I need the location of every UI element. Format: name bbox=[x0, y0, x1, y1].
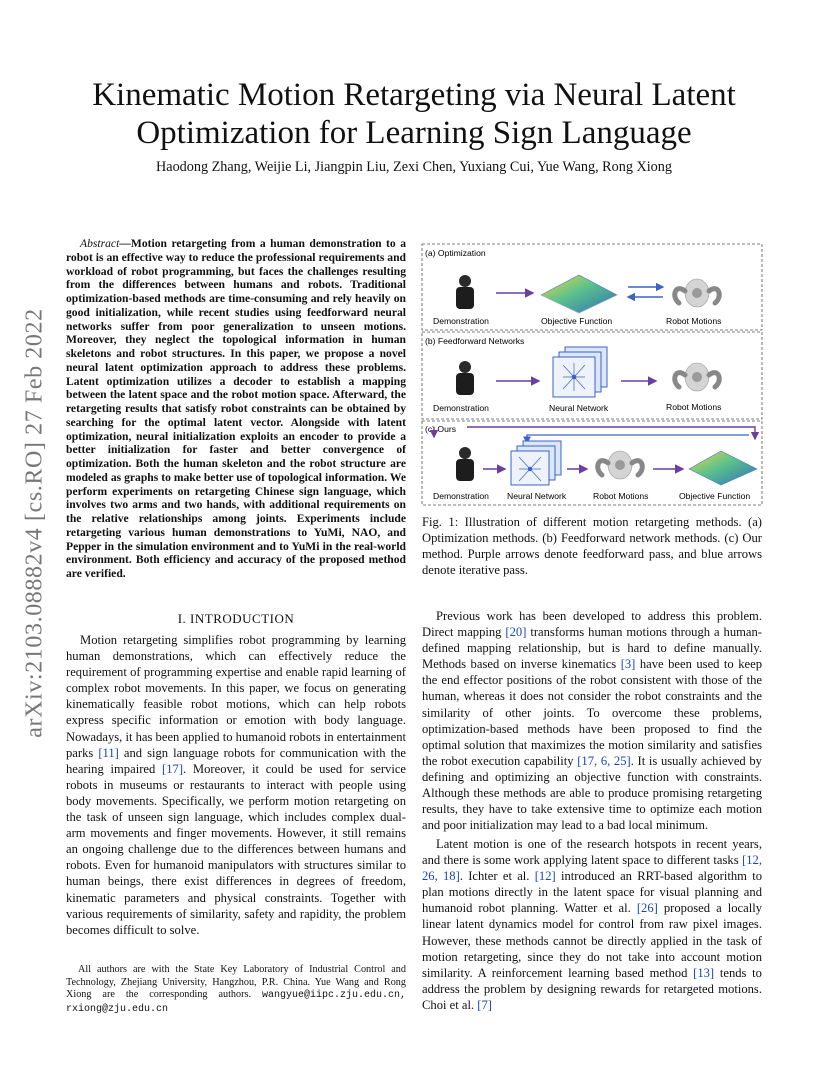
objective-function-surface-icon bbox=[689, 451, 757, 485]
arxiv-id: arXiv:2103.08882v4 [cs.RO] 27 Feb 2022 bbox=[21, 308, 48, 738]
body-paragraph bbox=[422, 836, 762, 1013]
human-demonstration-icon bbox=[456, 361, 474, 395]
neural-network-icon bbox=[511, 441, 561, 485]
panel-c-label: (c) Ours bbox=[425, 424, 457, 434]
text-run: Previous work has been developed to address this problem. Direct mapping bbox=[422, 609, 762, 640]
robot-icon bbox=[675, 279, 720, 307]
intro-paragraph bbox=[66, 632, 406, 938]
text-run: have been used to keep the end effector positions of the robot consistent with those of the human, whereas it does not consider the robot constraints and the similarity of other joints. To overcome these problems, optimization-based methods have been proposed to find the optimal solution that maximizes the motion similarity and satisfies the robot execution capability bbox=[422, 657, 762, 768]
figure-1 bbox=[421, 243, 763, 508]
text-run: proposed a locally linear latent dynamics model for control from raw pixel images. However, these methods cannot be directly applied in the task of motion retargeting, since they do not take into account motion similarity. A reinforcement learning based method bbox=[422, 901, 762, 980]
neural-network-icon bbox=[553, 347, 607, 397]
text-run: . Moreover, it could be used for service robots in museums or restaurants to interact with people using body movements. Specifically, we perform motion retargeting on the task of unseen sign language, which includes complex dual-arm movements and finger movements. However, it still remains an ongoing challenge due to the differences between humans and robots. Even for humanoid manipulators with structures similar to human beings, there exist differences in degrees of freedom, kinematic parameters and physical constraints. Together with various requirements of similarity, safety and rapidity, the problem becomes difficult to solve. bbox=[66, 761, 406, 937]
citation-link[interactable]: [7] bbox=[477, 997, 492, 1012]
demonstration-label: Demonstration bbox=[433, 316, 489, 326]
human-demonstration-icon bbox=[456, 447, 474, 481]
citation-link[interactable]: [17, 6, 25] bbox=[577, 753, 631, 768]
email-link[interactable]: rxiong@zju.edu.cn bbox=[66, 1003, 169, 1015]
text-run: transforms human motions through a human-defined mapping relationship, but is hard to define manually. Methods based on inverse kinematics bbox=[422, 625, 762, 672]
affiliation-footnote bbox=[66, 964, 406, 1016]
text-run: introduced an RRT-based algorithm to plan motions directly in the latent space for visual planning and humanoid robot planning. Watter et al. bbox=[422, 869, 762, 916]
panel-b-label: (b) Feedforward Networks bbox=[425, 336, 525, 346]
citation-link[interactable]: [13] bbox=[693, 965, 715, 980]
author-list: Haodong Zhang, Weijie Li, Jiangpin Liu, Zexi Chen, Yuxiang Cui, Yue Wang, Rong Xiong bbox=[156, 159, 672, 175]
demonstration-label: Demonstration bbox=[433, 491, 489, 501]
panel-a-label: (a) Optimization bbox=[425, 248, 486, 258]
citation-link[interactable]: [17] bbox=[162, 761, 184, 776]
robot-motions-label: Robot Motions bbox=[666, 316, 722, 326]
neural-network-label: Neural Network bbox=[549, 403, 609, 413]
text-run: and sign language robots for communication with the hearing impaired bbox=[66, 745, 406, 776]
citation-link[interactable]: [12, 26, 18] bbox=[422, 853, 762, 884]
section-heading-introduction: I. INTRODUCTION bbox=[177, 611, 295, 626]
objective-function-label: Objective Function bbox=[679, 491, 751, 501]
robot-motions-label: Robot Motions bbox=[593, 491, 649, 501]
robot-icon bbox=[675, 363, 720, 391]
objective-function-surface-icon bbox=[541, 275, 617, 313]
abstract bbox=[66, 237, 406, 581]
feedforward-arrow bbox=[467, 427, 755, 439]
text-run: Latent motion is one of the research hotspots in recent years, and there is some work applying latent space to different tasks bbox=[422, 837, 762, 868]
demonstration-label: Demonstration bbox=[433, 403, 489, 413]
citation-link[interactable]: [12] bbox=[534, 869, 556, 884]
robot-motions-label: Robot Motions bbox=[666, 402, 722, 412]
citation-link[interactable]: [3] bbox=[620, 657, 636, 672]
footnote-text: All authors are with the State Key Laboratory of Industrial Control and Technology, Zhejiang University, Hangzhou, P.R. China. Yue Wang and Rong Xiong are the corresponding authors. bbox=[66, 964, 406, 1000]
arxiv-sidebar bbox=[22, 288, 48, 758]
objective-function-label: Objective Function bbox=[541, 316, 613, 326]
email-link[interactable]: wangyue@iipc.zju.edu.cn, bbox=[261, 990, 406, 1001]
human-demonstration-icon bbox=[456, 275, 474, 309]
paper-title: Kinematic Motion Retargeting via Neural Latent Optimization for Learning Sign Language bbox=[92, 77, 736, 151]
text-run: tends to address the problem by designing rewards for retargeted motions. Choi et al. bbox=[422, 965, 762, 1012]
text-run: Motion retargeting simplifies robot programming by learning human demonstrations, which can effectively reduce the requirement of programming expertise and enable rapid learning of complex robot movements. In this paper, we focus on generating kinematically feasible robot motions, which can help robots express specific information or emotion with body language. Nowadays, it has been applied to humanoid robots in entertainment parks bbox=[66, 633, 406, 760]
abstract-label: Abstract bbox=[80, 237, 120, 250]
robot-icon bbox=[598, 451, 643, 479]
citation-link[interactable]: [20] bbox=[505, 625, 527, 640]
body-paragraph bbox=[422, 608, 762, 833]
abstract-text: —Motion retargeting from a human demonstration to a robot is an effective way to reduce the professional requirements and workload of robot programming, but faces the challenges resulting from the differences between humans and robots. Traditional optimization-based methods are time-consuming and rely heavily on good initialization, while recent studies using feedforward neural networks suffer from poor generalization to unseen motions. Moreover, they neglect the topological information in human skeletons and robot structures. In this paper, we propose a novel neural latent optimization approach to address these problems. Latent optimization utilizes a decoder to establish a mapping between the latent space and the robot motion space. Afterward, the retargeting results that satisfy robot constraints can be obtained by searching for the optimal latent vector. Alongside with latent optimization, neural initialization exploits an encoder to provide a better initialization for faster and better convergence of optimization. Both the human skeleton and the robot structure are modeled as graphs to make better use of topological information. We perform experiments on retargeting Chinese sign language, which involves two arms and two hands, with additional requirements on the relative relationships among joints. Experiments include retargeting various human demonstrations to YuMi, NAO, and Pepper in the simulation environment and to YuMi in the real-world environment. Both efficiency and accuracy of the proposed method are verified. bbox=[66, 237, 406, 580]
citation-link[interactable]: [26] bbox=[636, 901, 658, 916]
citation-link[interactable]: [11] bbox=[98, 745, 119, 760]
text-run: . It is usually achieved by defining and optimizing an objective function with constraints. Although these methods are able to produce promising retargeting results, they have to take extensive time to optimize each motion and poor initialization may lead to a bad local minimum. bbox=[422, 753, 762, 833]
figure-caption: Fig. 1: Illustration of different motion retargeting methods. (a) Optimization methods. (b) Feedforward network methods. (c) Our method. Purple arrows denote feedforward pass, and blue arrows denote iterative pass. bbox=[422, 515, 762, 578]
neural-network-label: Neural Network bbox=[507, 491, 567, 501]
text-run: . Ichter et al. bbox=[459, 869, 535, 884]
